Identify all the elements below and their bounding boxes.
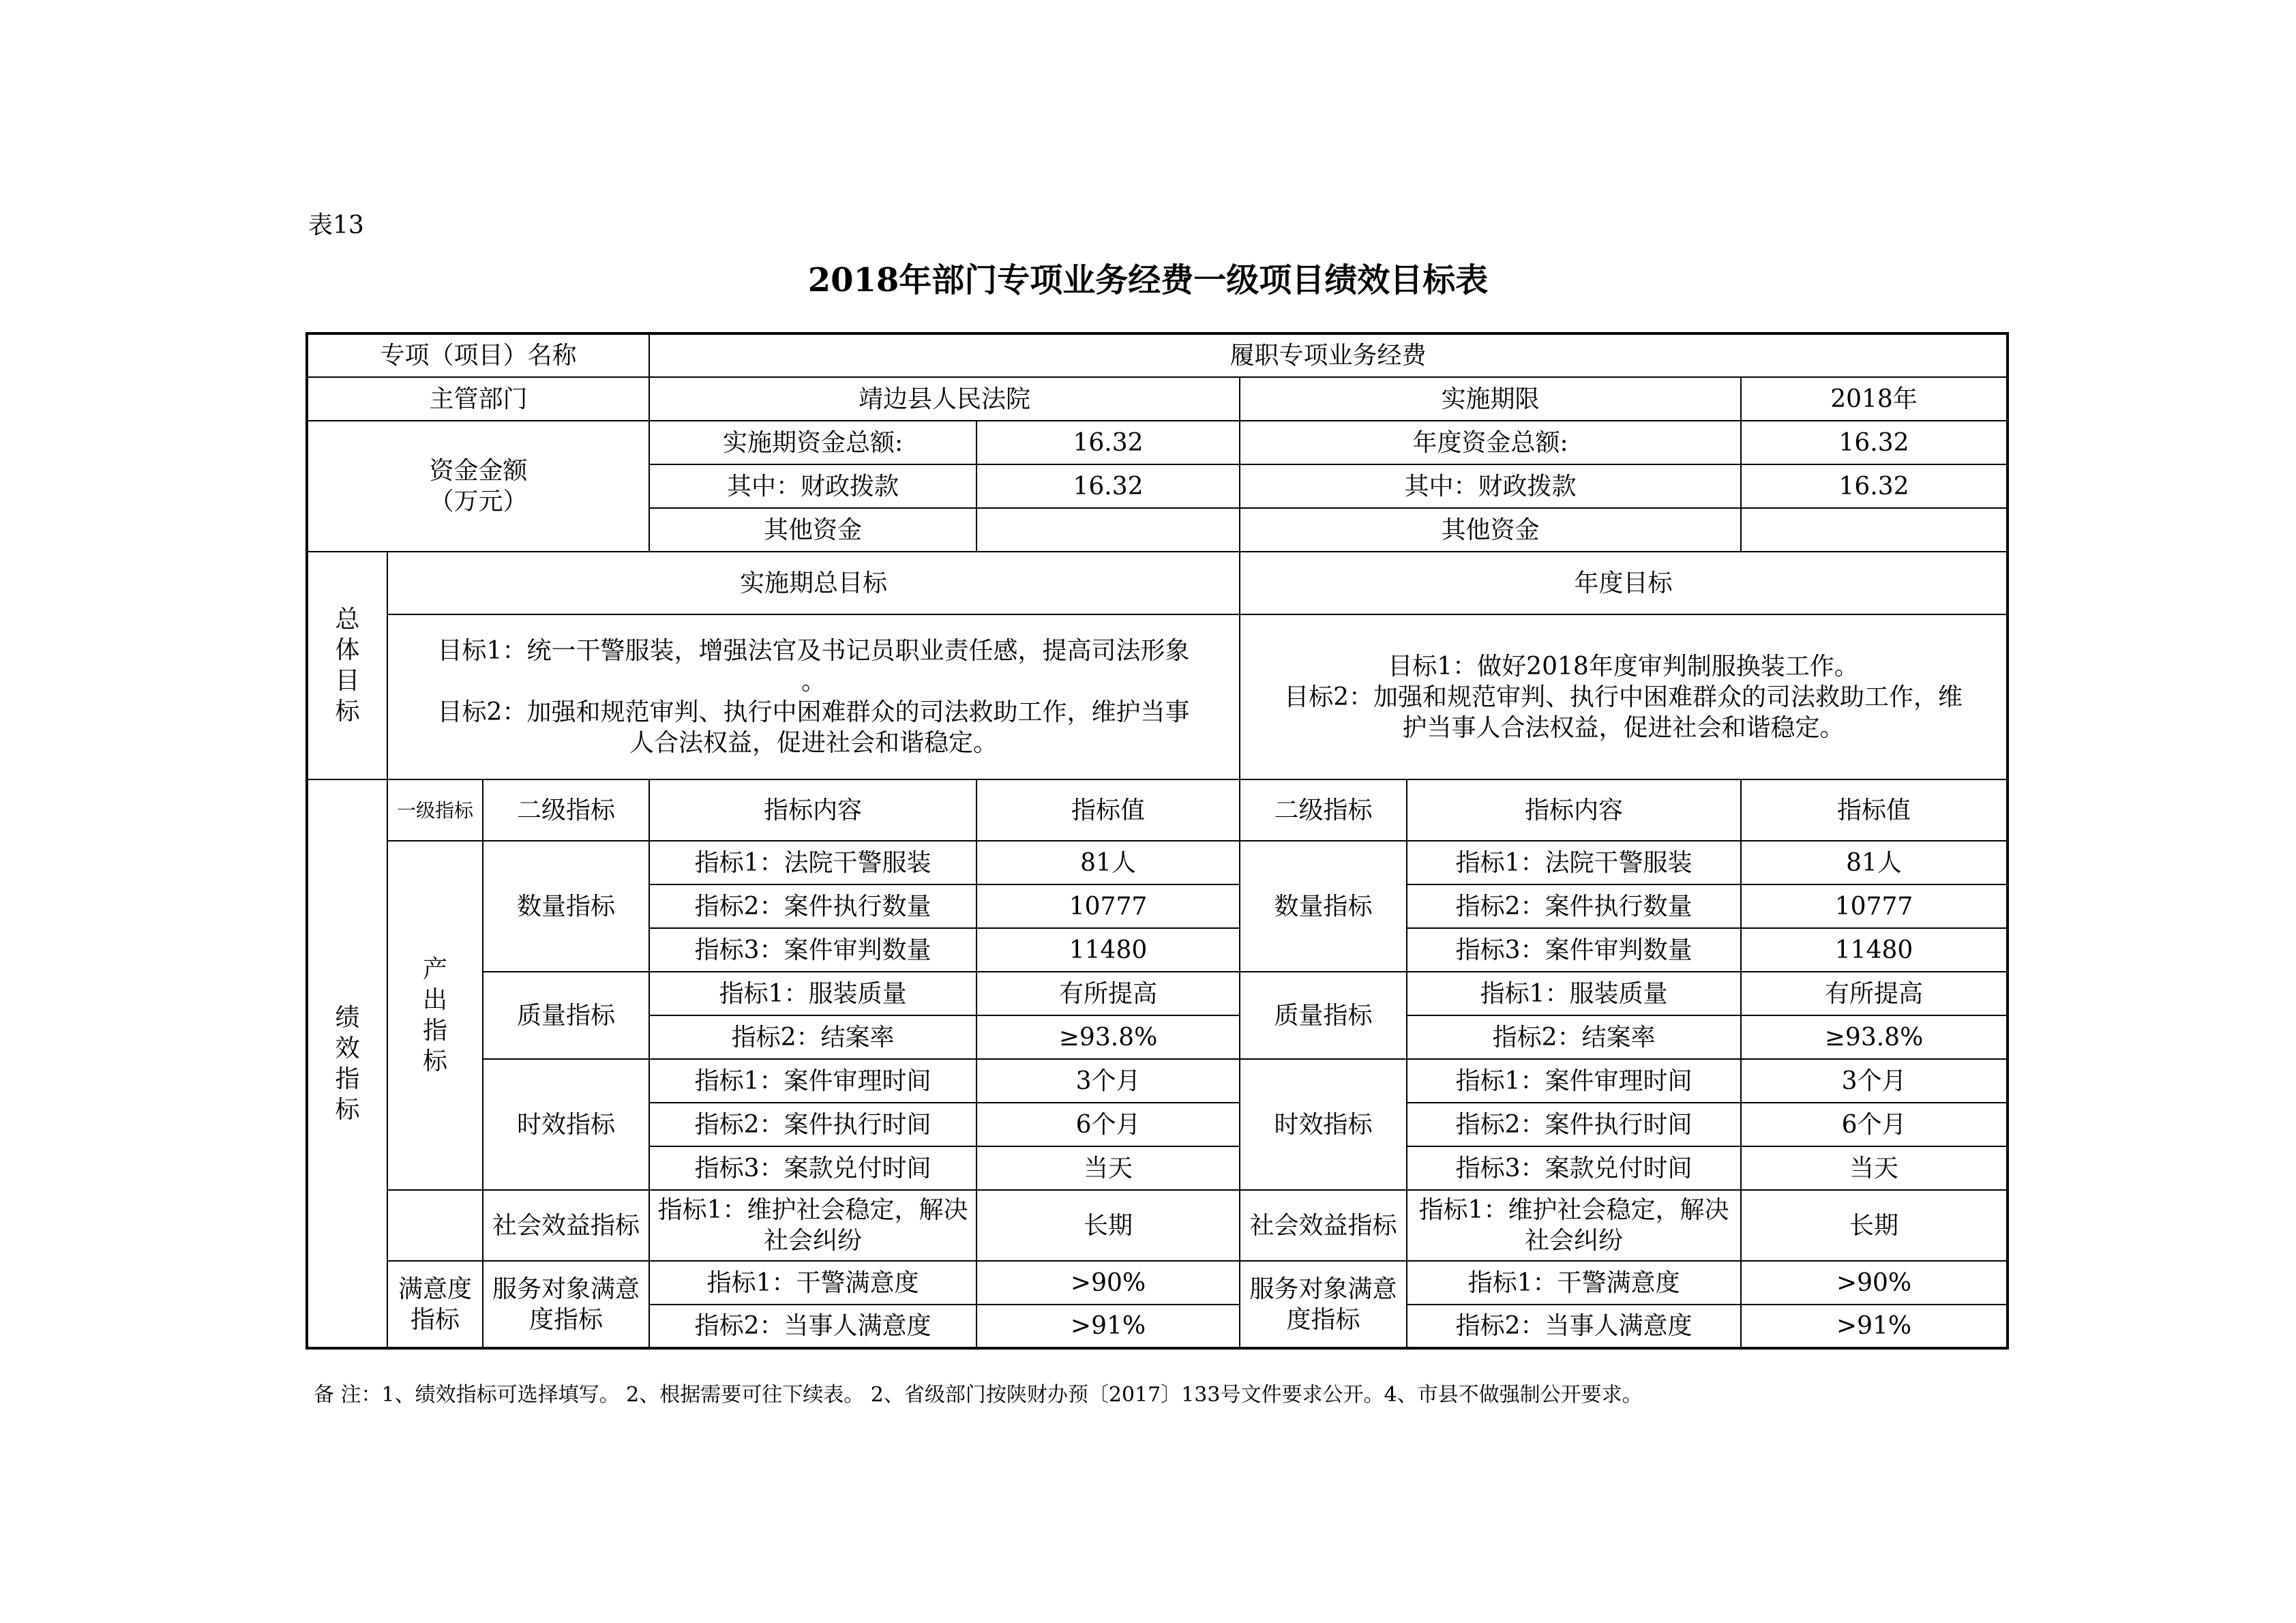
table-row bbox=[307, 1059, 2008, 1103]
indicator-value-right: ≥93.8% bbox=[1741, 1015, 2008, 1059]
indicator-value-right: 长期 bbox=[1741, 1190, 2008, 1261]
output-char: 指 bbox=[422, 1017, 447, 1045]
fund-label bbox=[307, 421, 649, 552]
indicator-content-right: 指标3：案款兑付时间 bbox=[1407, 1146, 1741, 1190]
indicator-value: >91% bbox=[976, 1305, 1240, 1348]
total-impl-value: 16.32 bbox=[976, 421, 1240, 464]
indicator-content-right: 指标2：案件执行数量 bbox=[1407, 884, 1741, 928]
indicator-content-right: 指标1：法院干警服装 bbox=[1407, 841, 1741, 884]
total-year-label: 年度资金总额: bbox=[1240, 421, 1741, 464]
indicator-content: 指标2：结案率 bbox=[649, 1015, 976, 1059]
project-name-value: 履职专项业务经费 bbox=[649, 333, 2008, 377]
performance-goal-table bbox=[305, 332, 2009, 1350]
project-name-label: 专项（项目）名称 bbox=[307, 333, 649, 377]
overall-goal-char: 标 bbox=[335, 698, 360, 726]
indicator-value-right: 81人 bbox=[1741, 841, 2008, 884]
indicator-value-right: 有所提高 bbox=[1741, 972, 2008, 1015]
fund-label-line2: （万元） bbox=[429, 488, 528, 516]
total-impl-label: 实施期资金总额: bbox=[649, 421, 976, 464]
indicator-content: 指标1：法院干警服装 bbox=[649, 841, 976, 884]
indicator-value: 长期 bbox=[976, 1190, 1240, 1261]
overall-goal-char: 总 bbox=[335, 606, 360, 634]
indicator-content: 指标2：当事人满意度 bbox=[649, 1305, 976, 1348]
fund-label-line1: 资金金额 bbox=[429, 457, 528, 485]
indicator-value: 3个月 bbox=[976, 1059, 1240, 1103]
timeliness-group-label-right: 时效指标 bbox=[1240, 1059, 1407, 1190]
social-group-label-right: 社会效益指标 bbox=[1240, 1190, 1407, 1261]
indicator-content-right: 指标1：服装质量 bbox=[1407, 972, 1741, 1015]
indicator-content: 指标1：服装质量 bbox=[649, 972, 976, 1015]
overall-goal-char: 体 bbox=[335, 636, 360, 664]
output-char: 产 bbox=[422, 955, 447, 983]
indicator-content-right: 指标2：当事人满意度 bbox=[1407, 1305, 1741, 1348]
indicator-value: 10777 bbox=[976, 884, 1240, 928]
table-row bbox=[307, 841, 2008, 884]
indicator-value: 81人 bbox=[976, 841, 1240, 884]
content-header-right: 指标内容 bbox=[1407, 779, 1741, 841]
year-goal-text bbox=[1240, 614, 2008, 779]
indicator-char: 绩 bbox=[335, 1003, 360, 1032]
indicator-content-right: 指标3：案件审判数量 bbox=[1407, 928, 1741, 972]
indicator-value: 6个月 bbox=[976, 1103, 1240, 1146]
level2-header-right: 二级指标 bbox=[1240, 779, 1407, 841]
satisfaction-level1-label: 满意度指标 bbox=[387, 1261, 483, 1348]
dept-value: 靖边县人民法院 bbox=[649, 377, 1240, 421]
indicator-value: 有所提高 bbox=[976, 972, 1240, 1015]
table-number-label: 表13 bbox=[308, 211, 364, 239]
period-label: 实施期限 bbox=[1240, 377, 1741, 421]
period-value: 2018年 bbox=[1741, 377, 2008, 421]
indicator-content-right: 指标2：结案率 bbox=[1407, 1015, 1741, 1059]
level1-header: 一级指标 bbox=[387, 779, 483, 841]
level2-header: 二级指标 bbox=[483, 779, 649, 841]
impl-goal-line: 目标1：统一干警服装，增强法官及书记员职业责任感，提高司法形象 bbox=[437, 637, 1190, 665]
impl-goal-line: 目标2：加强和规范审判、执行中困难群众的司法救助工作，维护当事 bbox=[437, 698, 1190, 726]
indicator-content: 指标1：案件审理时间 bbox=[649, 1059, 976, 1103]
value-header-right: 指标值 bbox=[1741, 779, 2008, 841]
indicator-value-right: 6个月 bbox=[1741, 1103, 2008, 1146]
indicator-content-right: 指标1：干警满意度 bbox=[1407, 1261, 1741, 1305]
page-title: 2018年部门专项业务经费一级项目绩效目标表 bbox=[807, 261, 1489, 299]
footnote: 备 注：1、绩效指标可选择填写。 2、根据需要可往下续表。 2、省级部门按陕财办预〔2017〕133号文件要求公开。4、市县不做强制公开要求。 bbox=[314, 1383, 1643, 1407]
impl-goal-line: 。 bbox=[801, 668, 826, 696]
indicator-content-right: 指标1：案件审理时间 bbox=[1407, 1059, 1741, 1103]
impl-goal-text bbox=[387, 614, 1240, 779]
content-header: 指标内容 bbox=[649, 779, 976, 841]
row-goals-header bbox=[307, 552, 2008, 614]
indicator-content: 指标2：案件执行时间 bbox=[649, 1103, 976, 1146]
social-group-label: 社会效益指标 bbox=[483, 1190, 649, 1261]
indicator-value-right: 当天 bbox=[1741, 1146, 2008, 1190]
value-header: 指标值 bbox=[976, 779, 1240, 841]
row-indicator-header bbox=[307, 779, 2008, 841]
year-goal-line: 护当事人合法权益，促进社会和谐稳定。 bbox=[1402, 713, 1845, 742]
overall-goal-char: 目 bbox=[335, 667, 360, 695]
indicator-content: 指标1：维护社会稳定，解决社会纠纷 bbox=[649, 1190, 976, 1261]
indicator-char: 标 bbox=[335, 1095, 360, 1124]
output-indicator-label bbox=[387, 841, 483, 1190]
output-char: 标 bbox=[422, 1047, 447, 1075]
other-impl-label: 其他资金 bbox=[649, 508, 976, 552]
indicator-content-right: 指标2：案件执行时间 bbox=[1407, 1103, 1741, 1146]
output-char: 出 bbox=[422, 986, 447, 1014]
quantity-group-label-right: 数量指标 bbox=[1240, 841, 1407, 972]
quality-group-label: 质量指标 bbox=[483, 972, 649, 1059]
table-row bbox=[307, 1190, 2008, 1261]
other-year-label: 其他资金 bbox=[1240, 508, 1741, 552]
fiscal-year-label: 其中：财政拨款 bbox=[1240, 464, 1741, 508]
row-goals-content bbox=[307, 614, 2008, 779]
impl-goal-header: 实施期总目标 bbox=[387, 552, 1240, 614]
quantity-group-label: 数量指标 bbox=[483, 841, 649, 972]
indicator-value: ≥93.8% bbox=[976, 1015, 1240, 1059]
overall-goal-label bbox=[307, 552, 387, 779]
year-goal-line: 目标2：加强和规范审判、执行中困难群众的司法救助工作，维 bbox=[1284, 683, 1963, 711]
indicator-content: 指标2：案件执行数量 bbox=[649, 884, 976, 928]
fiscal-impl-label: 其中：财政拨款 bbox=[649, 464, 976, 508]
other-year-value bbox=[1741, 508, 2008, 552]
performance-indicator-label bbox=[307, 779, 387, 1348]
indicator-value-right: 10777 bbox=[1741, 884, 2008, 928]
indicator-value: 11480 bbox=[976, 928, 1240, 972]
indicator-value-right: >91% bbox=[1741, 1305, 2008, 1348]
satisfaction-level2-label-right: 服务对象满意度指标 bbox=[1240, 1261, 1407, 1348]
quality-group-label-right: 质量指标 bbox=[1240, 972, 1407, 1059]
table-row bbox=[307, 1261, 2008, 1305]
row-fund-total bbox=[307, 421, 2008, 464]
total-year-value: 16.32 bbox=[1741, 421, 2008, 464]
year-goal-header: 年度目标 bbox=[1240, 552, 2008, 614]
fiscal-impl-value: 16.32 bbox=[976, 464, 1240, 508]
indicator-value-right: >90% bbox=[1741, 1261, 2008, 1305]
indicator-value-right: 11480 bbox=[1741, 928, 2008, 972]
indicator-value: >90% bbox=[976, 1261, 1240, 1305]
indicator-char: 指 bbox=[335, 1064, 360, 1093]
indicator-content: 指标3：案款兑付时间 bbox=[649, 1146, 976, 1190]
fiscal-year-value: 16.32 bbox=[1741, 464, 2008, 508]
indicator-content: 指标3：案件审判数量 bbox=[649, 928, 976, 972]
indicator-content-right: 指标1：维护社会稳定，解决社会纠纷 bbox=[1407, 1190, 1741, 1261]
dept-label: 主管部门 bbox=[307, 377, 649, 421]
table-row bbox=[307, 972, 2008, 1015]
other-impl-value bbox=[976, 508, 1240, 552]
indicator-value-right: 3个月 bbox=[1741, 1059, 2008, 1103]
year-goal-line: 目标1：做好2018年度审判制服换装工作。 bbox=[1388, 652, 1859, 681]
row-department bbox=[307, 377, 2008, 421]
social-level1-empty bbox=[387, 1190, 483, 1261]
timeliness-group-label: 时效指标 bbox=[483, 1059, 649, 1190]
indicator-value: 当天 bbox=[976, 1146, 1240, 1190]
impl-goal-line: 人合法权益，促进社会和谐稳定。 bbox=[629, 729, 998, 757]
row-project-name bbox=[307, 333, 2008, 377]
satisfaction-level2-label: 服务对象满意度指标 bbox=[483, 1261, 649, 1348]
indicator-content: 指标1：干警满意度 bbox=[649, 1261, 976, 1305]
indicator-char: 效 bbox=[335, 1034, 360, 1062]
